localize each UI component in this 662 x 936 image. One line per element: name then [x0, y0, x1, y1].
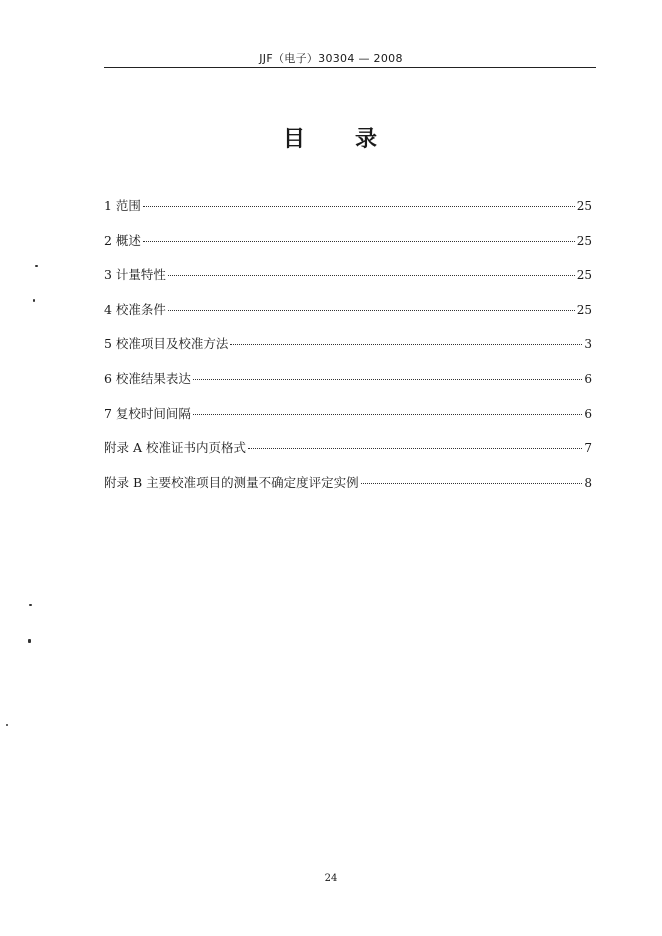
title-char-2: 录 [355, 127, 380, 152]
toc-dot-leader [143, 241, 575, 242]
toc-entry-label: 7 复校时间间隔 [104, 405, 191, 421]
toc-entry-page: 8 [584, 475, 592, 490]
toc-entry-label: 附录 A 校准证书内页格式 [104, 440, 246, 456]
toc-dot-leader [230, 344, 582, 345]
header-rule [104, 67, 596, 68]
toc-entry-page: 25 [576, 302, 592, 317]
toc-entry-page: 25 [576, 268, 592, 283]
toc-entry [104, 369, 592, 404]
toc-dot-leader [248, 448, 582, 449]
toc-entry-label: 2 概述 [104, 232, 141, 248]
toc-entry-page: 7 [584, 441, 592, 456]
toc-dot-leader [361, 483, 583, 484]
scan-speck [29, 604, 32, 606]
toc-entry [104, 473, 592, 508]
toc-entry-page: 6 [584, 371, 592, 386]
toc-entry-label: 5 校准项目及校准方法 [104, 336, 229, 352]
toc-entry-label: 4 校准条件 [104, 301, 166, 317]
toc-entry-page: 25 [576, 233, 592, 248]
toc-dot-leader [168, 275, 575, 276]
scan-speck [33, 299, 35, 302]
toc-entry-page: 3 [584, 337, 592, 352]
toc-entry-page: 25 [576, 199, 592, 213]
toc-entry [104, 265, 592, 300]
table-of-contents [104, 196, 592, 507]
toc-entry [104, 196, 592, 231]
page-title [0, 122, 662, 153]
toc-entry [104, 438, 592, 473]
toc-entry [104, 334, 592, 369]
title-char-1: 目 [282, 127, 307, 152]
toc-entry-label: 1 范围 [104, 198, 141, 213]
page-number: 24 [324, 873, 338, 884]
scan-speck [35, 265, 38, 267]
toc-entry-label: 附录 B 主要校准项目的测量不确定度评定实例 [104, 474, 359, 490]
toc-dot-leader [193, 379, 582, 380]
toc-entry [104, 300, 592, 335]
document-header-code: JJF（电子）30304 — 2008 [259, 52, 403, 65]
scan-speck [6, 724, 8, 726]
toc-entry-page: 6 [584, 406, 592, 421]
scan-speck [28, 639, 31, 643]
toc-entry [104, 231, 592, 266]
toc-entry-label: 6 校准结果表达 [104, 370, 191, 386]
toc-dot-leader [168, 310, 575, 311]
toc-dot-leader [193, 414, 582, 415]
toc-entry-label: 3 计量特性 [104, 267, 166, 283]
toc-dot-leader [143, 206, 575, 207]
toc-entry [104, 404, 592, 439]
